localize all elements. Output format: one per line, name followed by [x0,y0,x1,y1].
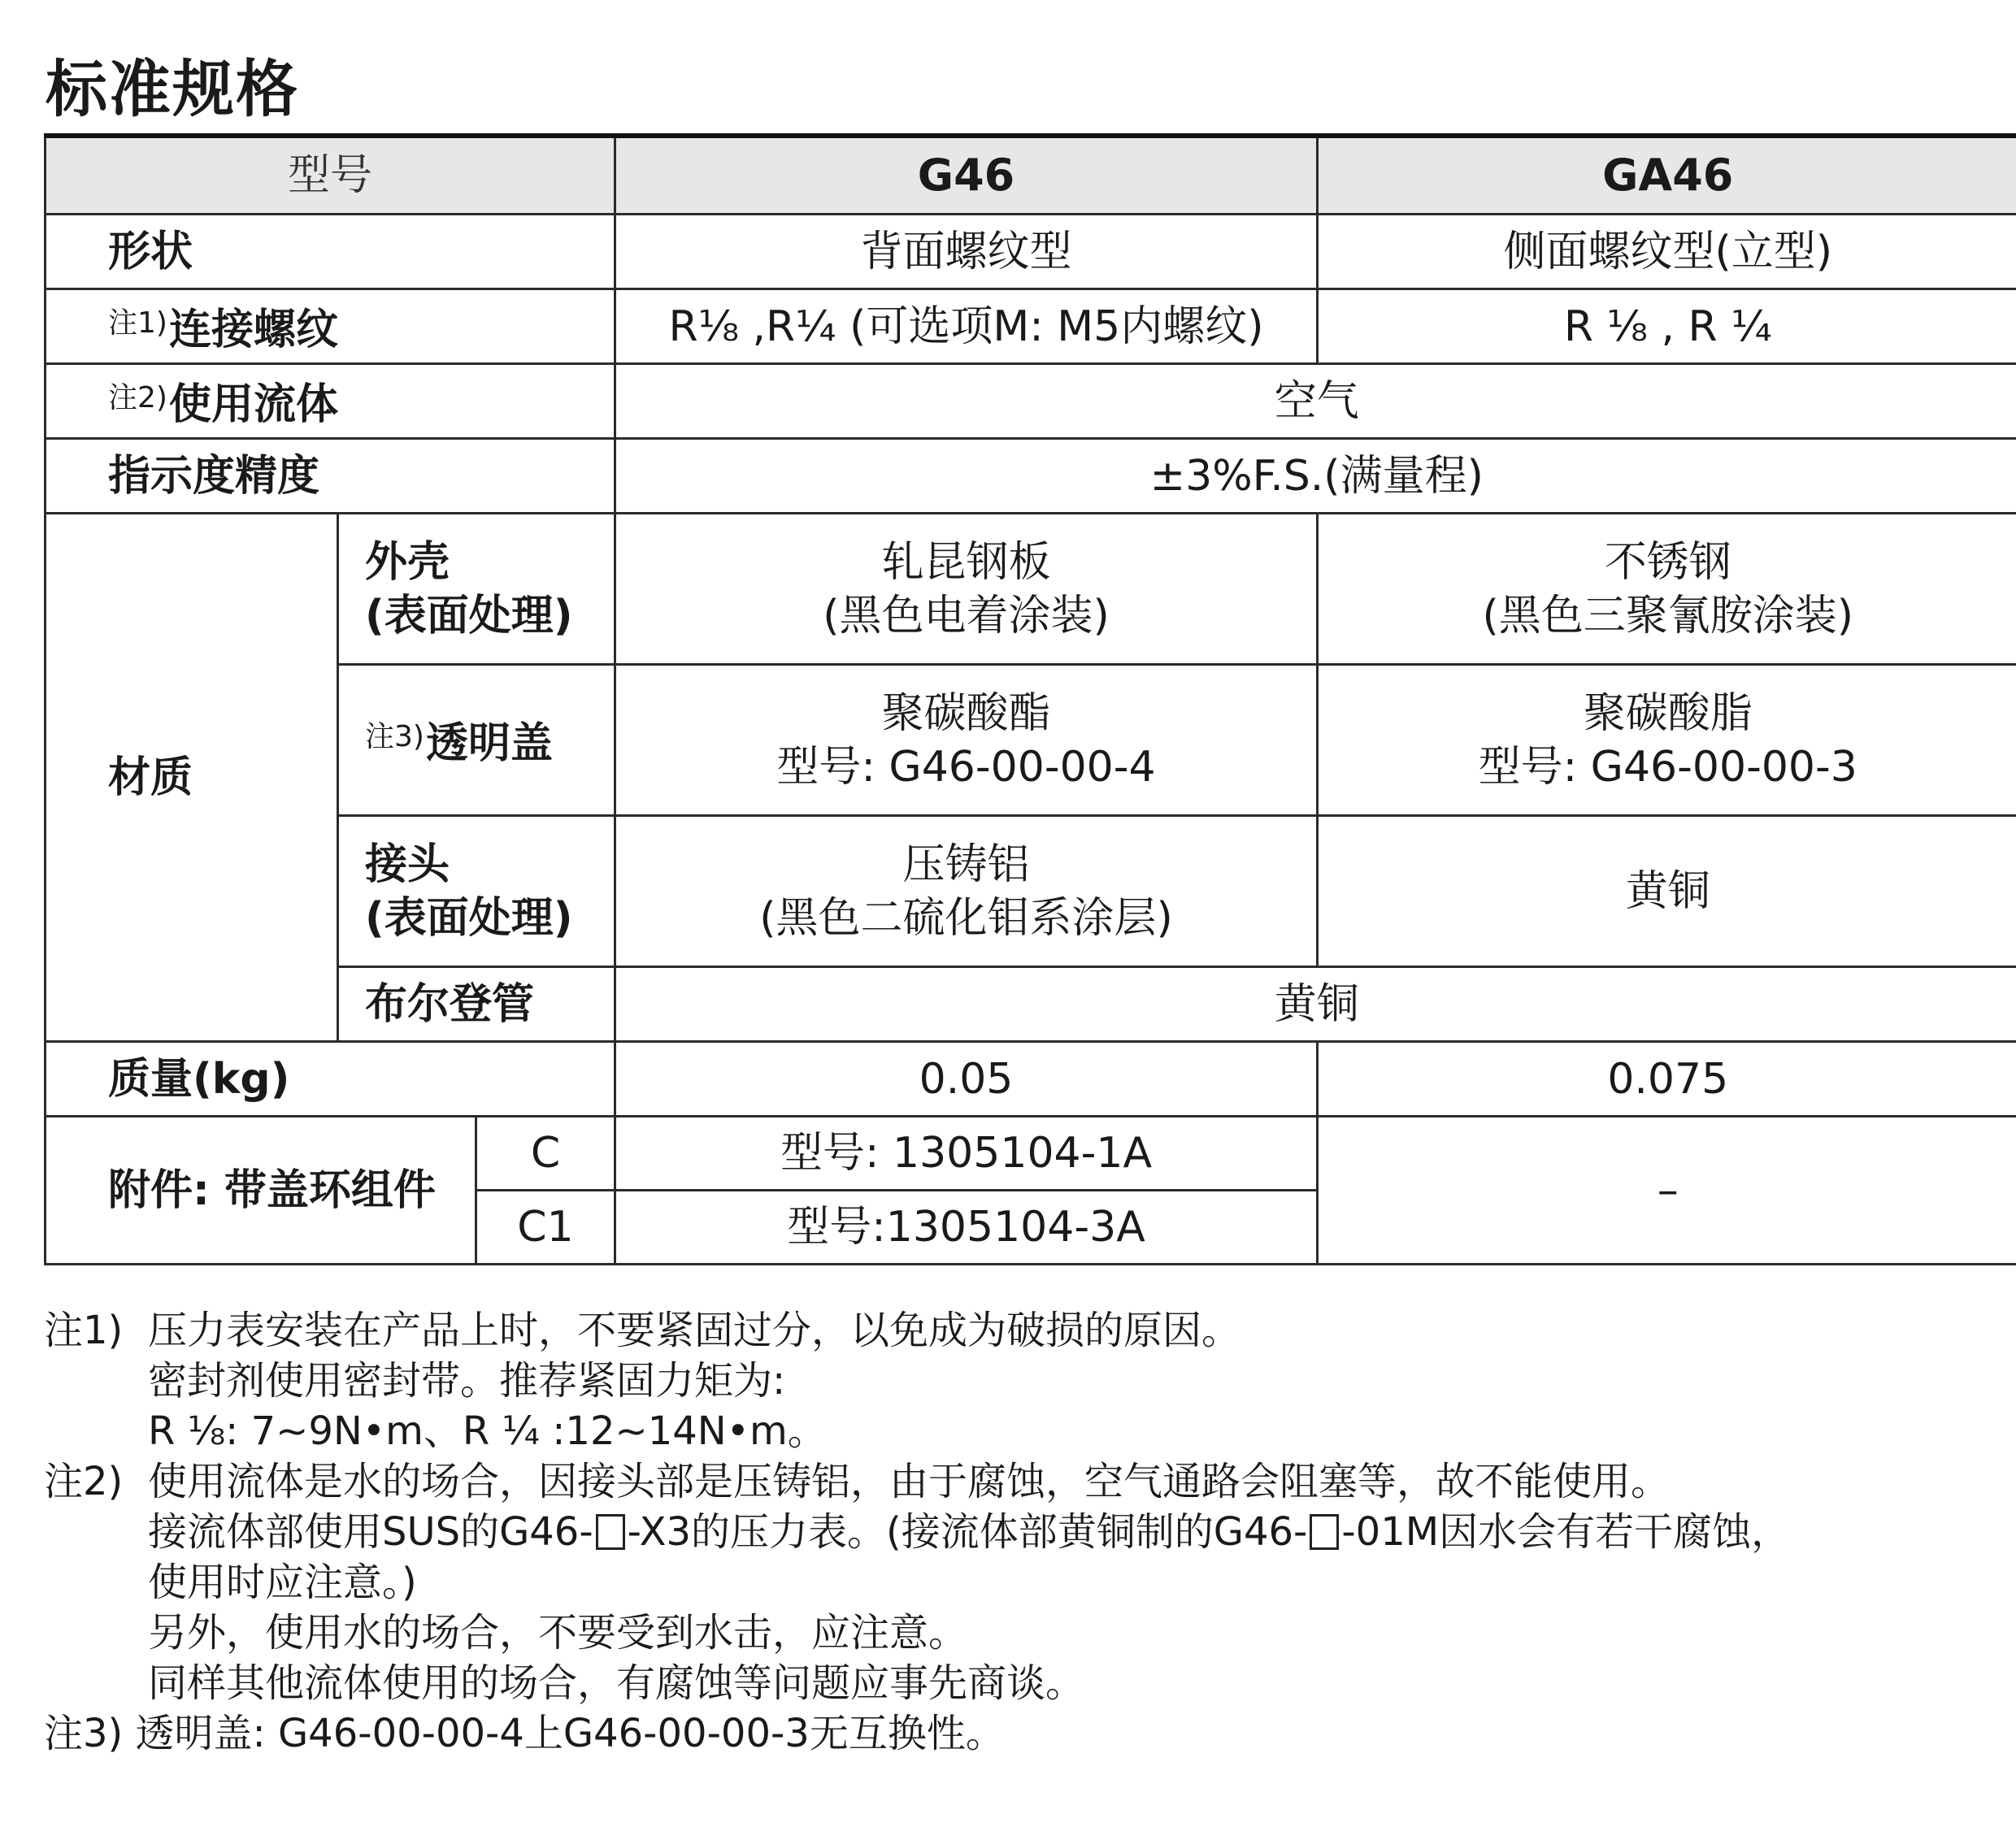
note2-text2a: 接流体部使用SUS的G46- [148,1509,593,1555]
cover-ga46-line1: 聚碳酸脂 [1583,688,1753,738]
fluid-label: 使用流体 [168,380,338,429]
row-accessory-c [46,1117,2016,1191]
accessory-c1-label: C1 [476,1191,615,1265]
case-g46-line2: (黑色电着涂装) [823,591,1110,640]
cover-g46-cell [615,665,1318,816]
mass-label: 质量(kg) [46,1042,615,1117]
material-label: 材质 [46,514,338,1042]
case-label-cell [338,514,615,665]
accessory-label: 附件: 带盖环组件 [46,1117,476,1265]
cover-note-mark: 注3) [365,719,424,753]
row-material-bourdon [46,967,2016,1042]
shape-label: 形状 [46,215,615,289]
joint-label-line2: (表面处理) [365,893,573,943]
note2-line5: 同样其他流体使用的场合，有腐蚀等问题应事先商谈。 [148,1660,1085,1706]
fluid-note-mark: 注2) [108,380,167,414]
joint-g46-cell [615,816,1318,967]
fluid-label-cell [46,364,615,439]
note1-tag: 注1) [44,1308,124,1353]
accessory-c-value: 型号: 1305104-1A [615,1117,1318,1191]
row-shape [46,215,2016,289]
notes-section [44,1305,1995,1759]
note1-line3: R ⅛: 7~9N•m、R ¼ :12~14N•m。 [148,1408,827,1454]
thread-label-cell [46,289,615,364]
row-accuracy [46,439,2016,514]
page-title: 标准规格 [46,53,299,125]
header-g46: G46 [615,136,1318,215]
case-g46-line1: 轧昆钢板 [881,537,1051,587]
cover-label: 透明盖 [425,718,553,768]
case-ga46-line2: (黑色三聚氰胺涂装) [1482,591,1854,640]
note2-line2 [44,1507,1995,1557]
note3-text1: 透明盖: G46-00-00-4上G46-00-00-3无互换性。 [135,1711,1005,1756]
joint-g46-line2: (黑色二硫化钼系涂层) [759,893,1173,943]
note2-line3: 使用时应注意。) [148,1560,417,1605]
case-ga46-cell [1318,514,2016,665]
accessory-c1-value: 型号:1305104-3A [615,1191,1318,1265]
row-fluid [46,364,2016,439]
mass-ga46: 0.075 [1318,1042,2016,1117]
cover-label-cell [338,665,615,816]
cover-ga46-line2: 型号: G46-00-00-3 [1478,742,1857,792]
cover-g46-line2: 型号: G46-00-00-4 [776,742,1156,792]
case-g46-cell [615,514,1318,665]
accuracy-value: ±3%F.S.(满量程) [615,439,2016,514]
joint-label-line1: 接头 [365,840,450,889]
note2-tag: 注2) [44,1459,124,1504]
row-thread [46,289,2016,364]
accuracy-label: 指示度精度 [46,439,615,514]
joint-label-cell [338,816,615,967]
note3-line1 [44,1708,1995,1759]
header-ga46: GA46 [1318,136,2016,215]
row-mass [46,1042,2016,1117]
thread-g46: R⅛ ,R¼ (可选项M: M5内螺纹) [615,289,1318,364]
blank-box-icon [596,1514,625,1550]
note2-text1: 使用流体是水的场合，因接头部是压铸铝，由于腐蚀，空气通路会阻塞等，故不能使用。 [148,1459,1671,1504]
case-label-line1: 外壳 [365,537,450,587]
note3-tag: 注3) [44,1711,124,1756]
shape-ga46: 侧面螺纹型(立型) [1318,215,2016,289]
note2-line1 [44,1456,1995,1507]
cover-ga46-cell [1318,665,2016,816]
note2-line4: 另外，使用水的场合，不要受到水击，应注意。 [148,1610,968,1656]
note2-text2c: -01M因水会有若干腐蚀， [1341,1509,1791,1555]
thread-note-mark: 注1) [108,306,167,340]
case-label-line2: (表面处理) [365,591,573,640]
spec-table [44,133,2016,1265]
bourdon-value: 黄铜 [615,967,2016,1042]
mass-g46: 0.05 [615,1042,1318,1117]
note1-line2: 密封剂使用密封带。推荐紧固力矩为: [148,1358,786,1404]
accessory-c-label: C [476,1117,615,1191]
row-material-cover [46,665,2016,816]
note1-text1: 压力表安装在产品上时，不要紧固过分，以免成为破损的原因。 [148,1308,1241,1353]
cover-g46-line1: 聚碳酸酯 [881,688,1051,738]
note1-line1 [44,1305,1995,1356]
header-row [46,136,2016,215]
note2-text2b: -X3的压力表。(接流体部黄铜制的G46- [627,1509,1308,1555]
joint-ga46: 黄铜 [1318,816,2016,967]
accessory-ga46: – [1318,1117,2016,1265]
case-ga46-line1: 不锈钢 [1604,537,1731,587]
thread-ga46: R ⅛ , R ¼ [1318,289,2016,364]
joint-g46-line1: 压铸铝 [902,840,1030,889]
fluid-value: 空气 [615,364,2016,439]
thread-label: 连接螺纹 [168,305,338,354]
bourdon-label: 布尔登管 [338,967,615,1042]
shape-g46: 背面螺纹型 [615,215,1318,289]
header-model-label: 型号 [46,136,615,215]
row-material-case [46,514,2016,665]
row-material-joint [46,816,2016,967]
blank-box-icon [1310,1514,1339,1550]
